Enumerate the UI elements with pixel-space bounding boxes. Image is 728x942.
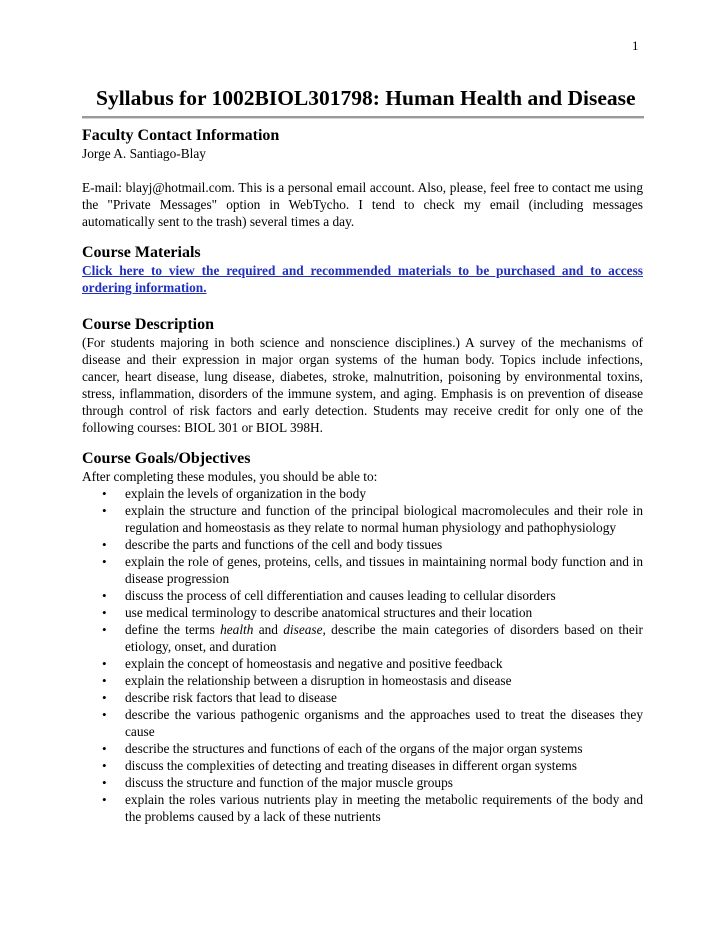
bullet-icon: • xyxy=(102,605,107,620)
description-heading: Course Description xyxy=(82,316,214,333)
goals-section xyxy=(82,450,643,825)
page-number: 1 xyxy=(632,38,639,53)
bullet-icon: • xyxy=(102,656,107,671)
bullet-icon: • xyxy=(102,588,107,603)
materials-link[interactable]: Click here to view the required and recommended materials to be purchased and to access ordering information. xyxy=(82,263,643,295)
list-item: • explain the structure and function of the principal biological macromolecules and their role in regulation and homeostasis as they relate to normal human physiology and pathophysiology xyxy=(102,503,643,535)
bullet-icon: • xyxy=(102,758,107,773)
list-item: • describe risk factors that lead to disease xyxy=(102,690,337,705)
document-body xyxy=(82,127,643,825)
goals-list xyxy=(82,485,643,825)
list-item: • explain the levels of organization in the body xyxy=(102,486,366,501)
list-item: • describe the various pathogenic organisms and the approaches used to treat the diseases they cause xyxy=(102,707,643,739)
list-item: • explain the roles various nutrients play in meeting the metabolic requirements of the body and the problems caused by a lack of these nutrients xyxy=(102,792,643,824)
bullet-icon: • xyxy=(102,792,107,807)
list-item: • discuss the complexities of detecting and treating diseases in different organ systems xyxy=(102,758,577,773)
list-item: • explain the relationship between a disruption in homeostasis and disease xyxy=(102,673,512,688)
faculty-section xyxy=(82,127,643,230)
materials-heading: Course Materials xyxy=(82,244,201,261)
bullet-icon: • xyxy=(102,537,107,552)
title-divider xyxy=(82,116,644,119)
list-item: • use medical terminology to describe anatomical structures and their location xyxy=(102,605,533,620)
list-item: • explain the role of genes, proteins, cells, and tissues in maintaining normal body function and in disease progression xyxy=(102,554,643,586)
faculty-contact-text: E-mail: blayj@hotmail.com. This is a personal email account. Also, please, feel free to contact me using the "Private Messages" option in WebTycho. I tend to check my email (including messages automatically sent to the trash) several times a day. xyxy=(82,180,643,229)
description-section xyxy=(82,316,643,436)
list-item: • explain the concept of homeostasis and negative and positive feedback xyxy=(102,656,503,671)
bullet-icon: • xyxy=(102,741,107,756)
faculty-name: Jorge A. Santiago-Blay xyxy=(82,146,206,161)
materials-section xyxy=(82,244,643,296)
list-item: • describe the structures and functions of each of the organs of the major organ systems xyxy=(102,741,583,756)
list-item: • define the terms health and disease, describe the main categories of disorders based on their etiology, onset, and duration xyxy=(102,622,643,654)
bullet-icon: • xyxy=(102,690,107,705)
description-text: (For students majoring in both science and nonscience disciplines.) A survey of the mechanisms of disease and their expression in major organ systems of the human body. Topics include infections, cancer, heart disease, lung disease, diabetes, stroke, malnutrition, poisoning by environmental toxins, stress, inflammation, disorders of the immune system, and aging. Emphasis is on prevention of disease through control of risk factors and early detection. Students may receive credit for only one of the following courses: BIOL 301 or BIOL 398H. xyxy=(82,335,643,435)
bullet-icon: • xyxy=(102,707,107,722)
goals-heading: Course Goals/Objectives xyxy=(82,450,251,467)
list-item: • describe the parts and functions of the cell and body tissues xyxy=(102,537,443,552)
goals-intro: After completing these modules, you should be able to: xyxy=(82,469,378,484)
bullet-icon: • xyxy=(102,673,107,688)
bullet-icon: • xyxy=(102,486,107,501)
faculty-heading: Faculty Contact Information xyxy=(82,127,280,144)
document-title: Syllabus for 1002BIOL301798: Human Health and Disease xyxy=(96,86,636,110)
list-item: • discuss the process of cell differentiation and causes leading to cellular disorders xyxy=(102,588,556,603)
list-item: • discuss the structure and function of the major muscle groups xyxy=(102,775,453,790)
bullet-icon: • xyxy=(102,622,107,637)
bullet-icon: • xyxy=(102,554,107,569)
bullet-icon: • xyxy=(102,775,107,790)
bullet-icon: • xyxy=(102,503,107,518)
